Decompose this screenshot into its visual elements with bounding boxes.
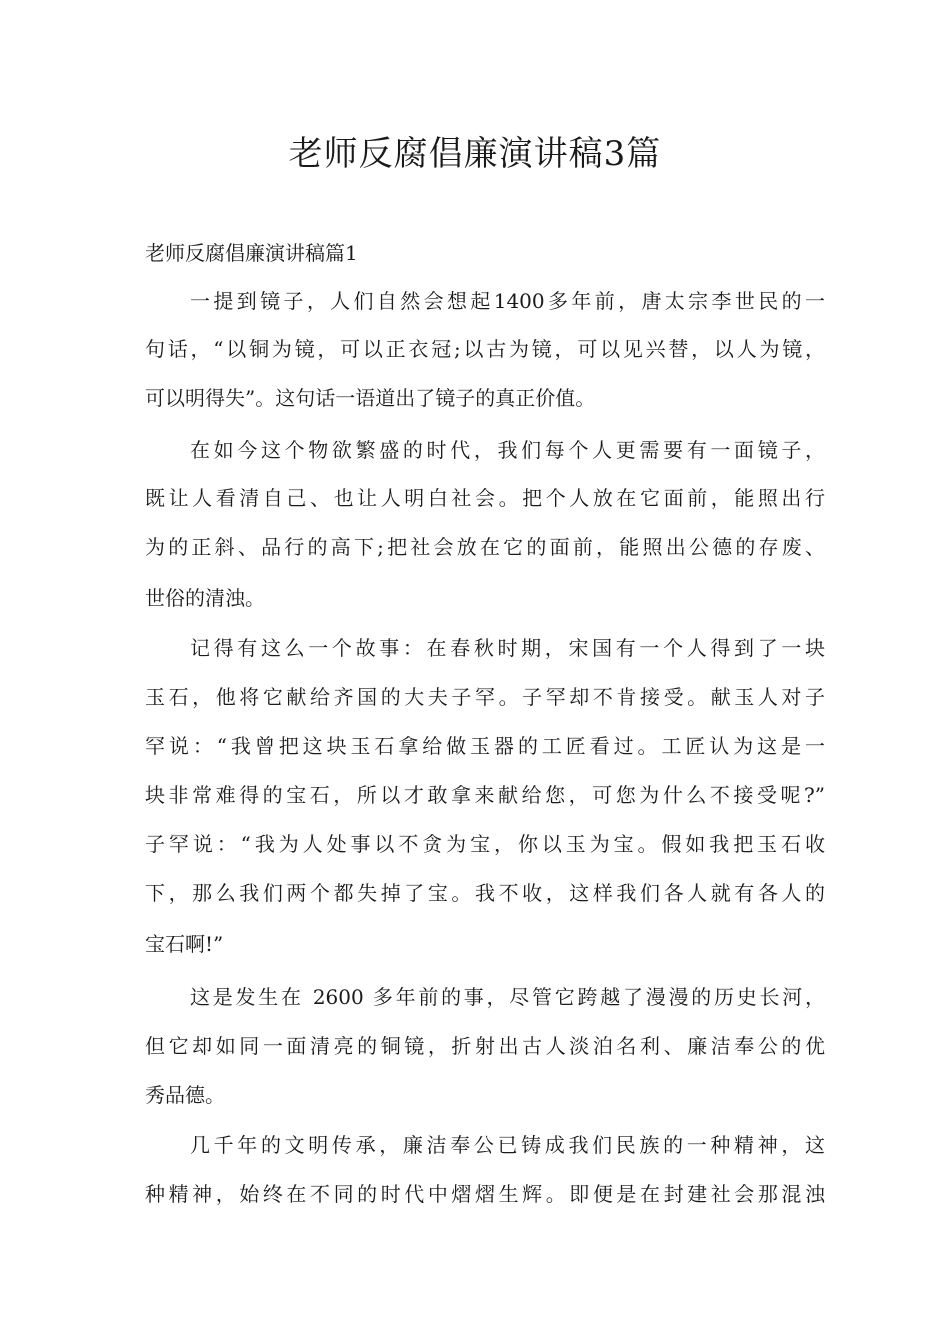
- text-line: 宝石啊!”: [145, 932, 224, 956]
- section-heading: 老师反腐倡廉演讲稿篇1: [145, 241, 358, 265]
- text-line: 记得有这么一个故事：在春秋时期，宋国有一个人得到了一块: [190, 636, 825, 660]
- text-line: 玉石，他将它献给齐国的大夫子罕。子罕却不肯接受。献玉人对子: [145, 685, 825, 709]
- text-line: 这是发生在 2600 多年前的事，尽管它跨越了漫漫的历史长河，: [190, 985, 825, 1009]
- text-line: 罕说：“我曾把这块玉石拿给做玉器的工匠看过。工匠认为这是一: [145, 734, 825, 758]
- text-line: 为的正斜、品行的高下;把社会放在它的面前，能照出公德的存废、: [145, 535, 825, 559]
- text-line: 但它却如同一面清亮的铜镜，折射出古人淡泊名利、廉洁奉公的优: [145, 1034, 825, 1058]
- text-line: 块非常难得的宝石，所以才敢拿来献给您，可您为什么不接受呢?”: [145, 783, 825, 807]
- text-line: 在如今这个物欲繁盛的时代，我们每个人更需要有一面镜子，: [190, 438, 825, 462]
- document-title: 老师反腐倡廉演讲稿3篇: [288, 134, 662, 174]
- text-line: 句话，“以铜为镜，可以正衣冠;以古为镜，可以见兴替，以人为镜，: [145, 337, 825, 361]
- text-line: 一提到镜子，人们自然会想起1400多年前，唐太宗李世民的一: [190, 289, 825, 313]
- text-line: 可以明得失”。这句话一语道出了镜子的真正价值。: [145, 386, 596, 410]
- text-line: 既让人看清自己、也让人明白社会。把个人放在它面前，能照出行: [145, 486, 825, 510]
- text-line: 秀品德。: [145, 1083, 225, 1107]
- text-line: 几千年的文明传承，廉洁奉公已铸成我们民族的一种精神，这: [190, 1133, 825, 1157]
- text-line: 世俗的清浊。: [145, 586, 265, 610]
- text-line: 下，那么我们两个都失掉了宝。我不收，这样我们各人就有各人的: [145, 881, 825, 905]
- text-line: 子罕说：“我为人处事以不贪为宝，你以玉为宝。假如我把玉石收: [145, 832, 825, 856]
- text-line: 种精神，始终在不同的时代中熠熠生辉。即便是在封建社会那混浊: [145, 1182, 825, 1206]
